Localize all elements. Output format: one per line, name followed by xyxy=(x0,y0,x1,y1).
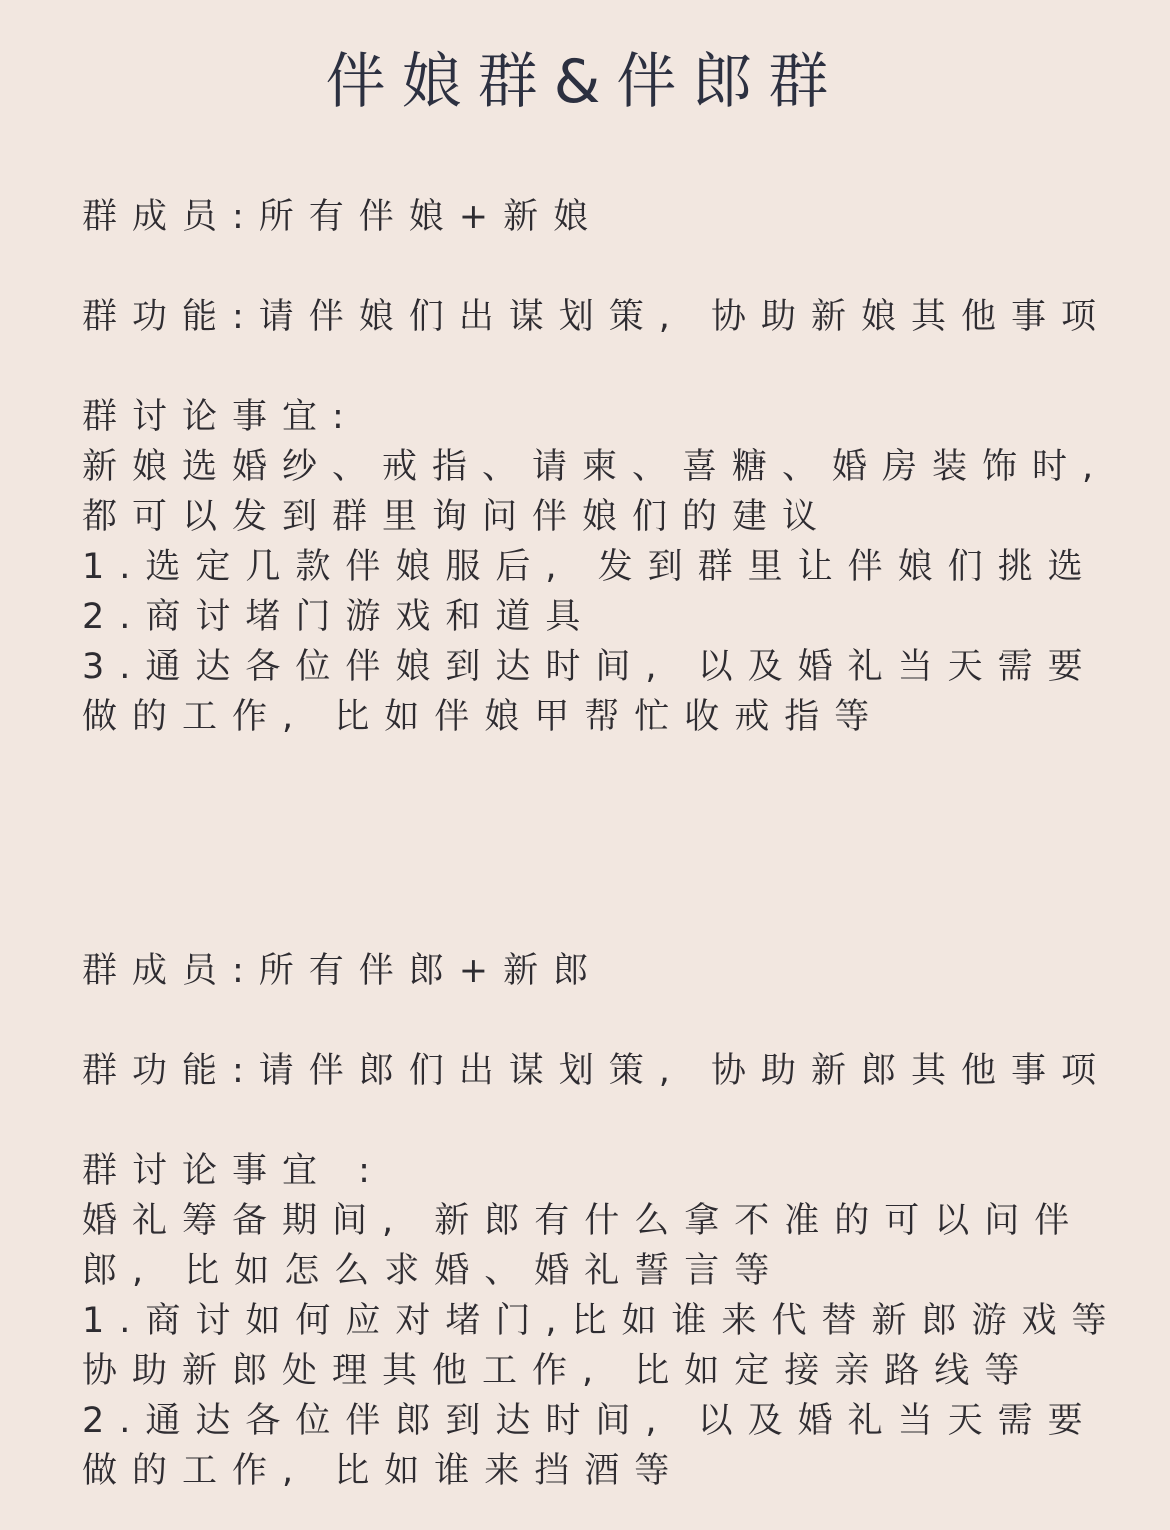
spacer xyxy=(82,996,1142,1046)
groomsmen-function: 群功能:请伴郎们出谋划策, 协助新郎其他事项 xyxy=(82,1051,1112,1091)
spacer xyxy=(82,242,1142,292)
groomsmen-section xyxy=(82,946,1142,1496)
groomsmen-line: 2.通达各位伴郎到达时间, 以及婚礼当天需要 xyxy=(82,1401,1098,1441)
bridesmaids-line: 新娘选婚纱、戒指、请柬、喜糖、婚房装饰时, xyxy=(82,447,1109,487)
bridesmaids-line: 做的工作, 比如伴娘甲帮忙收戒指等 xyxy=(82,697,885,737)
spacer xyxy=(82,342,1142,392)
groomsmen-line: 协助新郎处理其他工作, 比如定接亲路线等 xyxy=(82,1351,1035,1391)
bridesmaids-function: 群功能:请伴娘们出谋划策, 协助新娘其他事项 xyxy=(82,297,1112,337)
groomsmen-line: 1.商讨如何应对堵门,比如谁来代替新郎游戏等 xyxy=(82,1301,1122,1341)
bridesmaids-line: 1.选定几款伴娘服后, 发到群里让伴娘们挑选 xyxy=(82,547,1098,587)
bridesmaids-line: 2.商讨堵门游戏和道具 xyxy=(82,597,596,637)
groomsmen-discussion-heading: 群讨论事宜 : xyxy=(82,1151,385,1191)
groomsmen-line: 郎, 比如怎么求婚、婚礼誓言等 xyxy=(82,1251,785,1291)
groomsmen-line: 做的工作, 比如谁来挡酒等 xyxy=(82,1451,685,1491)
bridesmaids-members: 群成员:所有伴娘+新娘 xyxy=(82,197,604,237)
groomsmen-members: 群成员:所有伴郎+新郎 xyxy=(82,951,604,991)
bridesmaids-discussion-heading: 群讨论事宜: xyxy=(82,397,359,437)
bridesmaids-line: 3.通达各位伴娘到达时间, 以及婚礼当天需要 xyxy=(82,647,1098,687)
bridesmaids-line: 都可以发到群里询问伴娘们的建议 xyxy=(82,497,833,537)
spacer xyxy=(82,1096,1142,1146)
page-title: 伴娘群&伴郎群 xyxy=(325,47,845,117)
bridesmaids-section xyxy=(82,192,1142,742)
groomsmen-line: 婚礼筹备期间, 新郎有什么拿不准的可以问伴 xyxy=(82,1201,1085,1241)
